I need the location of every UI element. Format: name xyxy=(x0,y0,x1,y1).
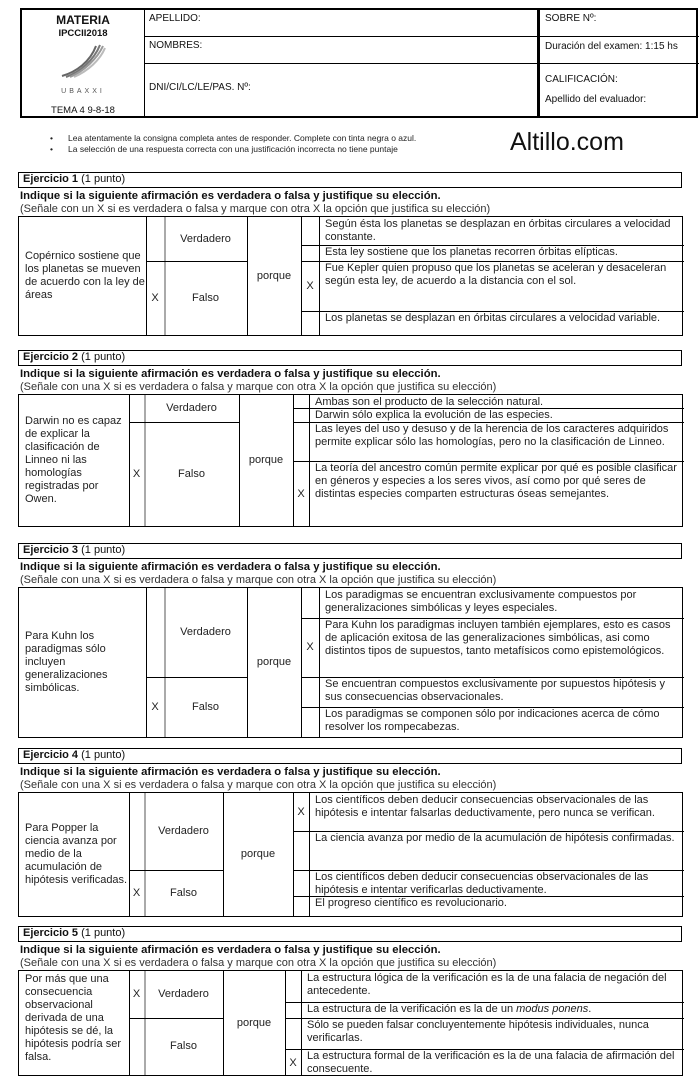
falso-label: Falso xyxy=(192,700,219,713)
verdadero-checkbox[interactable] xyxy=(146,217,164,261)
option-checkbox[interactable]: X xyxy=(306,641,314,653)
option-text: Ambas son el producto de la selección natural. xyxy=(315,396,544,408)
answer-table xyxy=(18,587,683,738)
exercise-prompt: Indique si la siguiente afirmación es verdadera o falsa y justifique su elección. xyxy=(20,368,441,380)
option-checkbox[interactable] xyxy=(301,588,319,618)
exercise-prompt: Indique si la siguiente afirmación es verdadera o falsa y justifique su elección. xyxy=(20,190,441,202)
exercise-number: Ejercicio 2 xyxy=(23,351,79,363)
exercise-points: (1 punto) xyxy=(81,173,126,185)
instruction-item xyxy=(50,133,416,144)
option-text: Darwin sólo explica la evolución de las especies. xyxy=(315,409,553,421)
porque-label: porque xyxy=(236,1016,272,1029)
option-text: Los científicos deben deducir consecuencias observacionales de las hipótesis e intentar verificarlas deductivamente. xyxy=(315,871,649,896)
exercise-2 xyxy=(18,350,682,527)
falso-checkbox[interactable]: X xyxy=(132,467,141,480)
exercise-prompt: Indique si la siguiente afirmación es verdadera o falsa y justifique su elección. xyxy=(20,944,441,956)
instruction-text: La selección de una respuesta correcta con una justificación incorrecta no tiene puntaje xyxy=(68,144,398,154)
subject-code: IPCCII2018 xyxy=(58,28,108,39)
exercise-hint: (Señale con una X si es verdadera o falsa y marque con otra X la opción que justifica su elección) xyxy=(20,957,497,969)
option-text-part: . xyxy=(588,1003,592,1015)
verdadero-label: Verdadero xyxy=(158,988,209,1000)
sobre-label: SOBRE Nº: xyxy=(545,13,597,24)
exercise-title xyxy=(18,350,682,366)
calificacion-field[interactable] xyxy=(540,64,699,116)
statement-cell: Copérnico sostiene que los planetas se mueven de acuerdo con la ley de áreas xyxy=(25,250,145,301)
falso-checkbox[interactable]: X xyxy=(151,700,159,713)
verdadero-label: Verdadero xyxy=(180,232,231,245)
exam-topic-date: TEMA 4 9-8-18 xyxy=(51,105,115,116)
exercise-hint: (Señale con una X si es verdadera o falsa y marque con otra X la opción que justifica su elección) xyxy=(20,574,497,586)
verdadero-checkbox[interactable] xyxy=(129,793,144,870)
duracion-label: Duración del examen: 1:15 hs xyxy=(545,41,678,52)
duracion-field xyxy=(540,37,699,64)
bullet-icon: • xyxy=(50,133,53,143)
exercise-hint: (Señale con una X si es verdadera o falsa y marque con otra X la opción que justifica su elección) xyxy=(20,381,497,393)
apellido-field[interactable] xyxy=(144,10,537,37)
exercise-3 xyxy=(18,543,682,738)
option-text-italic: modus ponens xyxy=(516,1003,589,1015)
option-checkbox[interactable]: X xyxy=(289,1056,297,1069)
exercise-number: Ejercicio 4 xyxy=(23,749,79,761)
option-checkbox[interactable] xyxy=(285,1002,301,1018)
exercise-1 xyxy=(18,172,682,336)
option-checkbox[interactable] xyxy=(293,831,309,870)
option-checkbox[interactable] xyxy=(293,422,309,461)
option-text: Los paradigmas se componen sólo por indicaciones acerca de cómo resolver los rompecabezas. xyxy=(325,708,660,733)
nombres-label: NOMBRES: xyxy=(149,40,203,51)
option-text: Las leyes del uso y desuso y de la herencia de los caracteres adquiridos permite explicar sólo las homologías, pero no la clasificación de Linneo. xyxy=(315,423,669,448)
exercise-hint: (Señale con un X si es verdadera o falsa y marque con otra X la opción que justifica su elección) xyxy=(20,203,491,215)
evaluador-label: Apellido del evaluador: xyxy=(545,94,647,105)
falso-label: Falso xyxy=(178,467,205,480)
nombres-field[interactable] xyxy=(144,37,537,64)
dni-label: DNI/CI/LC/LE/PAS. Nº: xyxy=(149,82,251,93)
instructions-list xyxy=(50,133,416,155)
option-checkbox[interactable]: X xyxy=(297,488,305,500)
exercise-title xyxy=(18,543,682,559)
bullet-icon: • xyxy=(50,144,53,154)
porque-label: porque xyxy=(256,269,292,282)
option-text: Esta ley sostiene que los planetas recorren órbitas elípticas. xyxy=(325,246,618,258)
option-checkbox[interactable]: X xyxy=(306,279,314,292)
option-checkbox[interactable] xyxy=(293,395,309,408)
option-checkbox[interactable] xyxy=(293,408,309,422)
sobre-field[interactable] xyxy=(540,10,699,37)
exercise-title xyxy=(18,748,682,764)
ubaxxi-logo-icon xyxy=(60,44,106,78)
option-text: Sólo se pueden falsar concluyentemente hipótesis individuales, nunca verificarlas. xyxy=(307,1019,649,1044)
logo-text: UBAXXI xyxy=(61,88,105,95)
exercise-4 xyxy=(18,748,682,917)
option-checkbox[interactable] xyxy=(301,311,319,337)
option-text xyxy=(301,1002,682,1018)
exercise-number: Ejercicio 5 xyxy=(23,927,79,939)
falso-label: Falso xyxy=(192,291,219,304)
dni-field[interactable] xyxy=(144,64,537,116)
falso-label: Falso xyxy=(170,1040,197,1052)
exercise-points: (1 punto) xyxy=(81,544,126,556)
option-checkbox[interactable] xyxy=(301,245,319,261)
subject-label: MATERIA xyxy=(56,13,110,27)
subject-block xyxy=(22,10,145,116)
option-text-part: La estructura de la verificación es la de un xyxy=(307,1003,517,1015)
option-checkbox[interactable] xyxy=(293,870,309,896)
watermark: Altillo.com xyxy=(510,128,624,156)
falso-checkbox[interactable]: X xyxy=(151,291,159,304)
option-text: La teoría del ancestro común permite explicar por qué es posible clasificar en géneros y especies a los seres vivos, así como por qué seres de distintas especies comparten estructuras óseas semejantes. xyxy=(315,462,677,500)
option-text: Los planetas se desplazan en órbitas circulares a velocidad variable. xyxy=(325,312,661,324)
exam-header xyxy=(20,8,698,118)
option-checkbox[interactable] xyxy=(301,677,319,707)
exercise-number: Ejercicio 3 xyxy=(23,544,79,556)
porque-label: porque xyxy=(256,656,292,668)
exercise-points: (1 punto) xyxy=(81,927,126,939)
exercise-number: Ejercicio 1 xyxy=(23,173,79,185)
option-checkbox[interactable] xyxy=(301,217,319,245)
option-text: El progreso científico es revolucionario. xyxy=(315,897,507,909)
answer-table xyxy=(18,216,683,336)
exercise-hint: (Señale con una X si es verdadera o falsa y marque con otra X la opción que justifica su elección) xyxy=(20,779,497,791)
exercise-title xyxy=(18,926,682,942)
statement-cell: Para Popper la ciencia avanza por medio de la acumulación de hipótesis verificadas. xyxy=(25,822,128,886)
statement-cell: Para Kuhn los paradigmas sólo incluyen generalizaciones simbólicas. xyxy=(25,630,108,694)
option-checkbox[interactable] xyxy=(293,896,309,918)
exercise-prompt: Indique si la siguiente afirmación es verdadera o falsa y justifique su elección. xyxy=(20,766,441,778)
falso-label: Falso xyxy=(170,886,197,899)
exercise-points: (1 punto) xyxy=(81,749,126,761)
option-checkbox[interactable] xyxy=(285,971,301,1002)
answer-table xyxy=(18,792,683,917)
verdadero-checkbox[interactable] xyxy=(146,588,164,677)
answer-table xyxy=(18,394,683,527)
option-text: La estructura formal de la verificación es la de una falacia de afirmación del consecuente. xyxy=(307,1050,675,1075)
option-checkbox[interactable]: X xyxy=(297,805,305,818)
option-checkbox[interactable] xyxy=(301,707,319,739)
verdadero-label: Verdadero xyxy=(158,825,209,837)
exercise-5 xyxy=(18,926,682,1076)
instruction-text: Lea atentamente la consigna completa antes de responder. Complete con tinta negra o azul. xyxy=(68,133,417,143)
exercise-points: (1 punto) xyxy=(81,351,126,363)
admin-fields xyxy=(537,10,699,116)
instruction-item xyxy=(50,144,416,155)
statement-cell: Por más que una consecuencia observacional derivada de una hipótesis se dé, la hipótesis podría ser falsa. xyxy=(25,973,121,1063)
option-text: La estructura lógica de la verificación es la de una falacia de negación del antecedente. xyxy=(307,972,667,997)
falso-checkbox[interactable] xyxy=(129,1018,144,1075)
option-text: Los científicos deben deducir consecuencias observacionales de las hipótesis e intentar falsarlas deductivamente, pero nunca se verifican. xyxy=(315,794,655,819)
verdadero-label: Verdadero xyxy=(166,402,217,414)
exercise-prompt: Indique si la siguiente afirmación es verdadera o falsa y justifique su elección. xyxy=(20,561,441,573)
exercise-title xyxy=(18,172,682,188)
verdadero-checkbox[interactable] xyxy=(129,395,144,422)
option-text: Los paradigmas se encuentran exclusivamente compuestos por generalizaciones simbólicas y leyes especiales. xyxy=(325,589,637,614)
falso-checkbox[interactable]: X xyxy=(132,886,141,899)
option-checkbox[interactable] xyxy=(285,1018,301,1049)
option-text: Fue Kepler quien propuso que los planetas se aceleran y desaceleran según esta ley, de acuerdo a la distancia con el sol. xyxy=(325,262,667,287)
option-text: Según ésta los planetas se desplazan en órbitas circulares a velocidad constante. xyxy=(325,218,671,243)
calificacion-label: CALIFICACIÓN: xyxy=(545,74,618,85)
verdadero-checkbox[interactable]: X xyxy=(132,988,141,1000)
answer-table xyxy=(18,970,683,1076)
apellido-label: APELLIDO: xyxy=(149,13,201,24)
option-text: La ciencia avanza por medio de la acumulación de hipótesis confirmadas. xyxy=(315,832,675,844)
porque-label: porque xyxy=(248,454,284,466)
verdadero-label: Verdadero xyxy=(180,626,231,638)
student-fields xyxy=(144,10,537,116)
statement-cell: Darwin no es capaz de explicar la clasificación de Linneo ni las homologías registradas por Owen. xyxy=(25,415,122,505)
porque-label: porque xyxy=(240,848,276,860)
option-text: Se encuentran compuestos exclusivamente por supuestos hipótesis y sus consecuencias observacionales. xyxy=(325,678,665,703)
option-text: Para Kuhn los paradigmas incluyen también ejemplares, esto es casos de aplicación exitosa de las generalizaciones simbólicas, asi como distintos tipos de supuestos, tanto metafísicos como epistemológicos. xyxy=(325,619,671,657)
